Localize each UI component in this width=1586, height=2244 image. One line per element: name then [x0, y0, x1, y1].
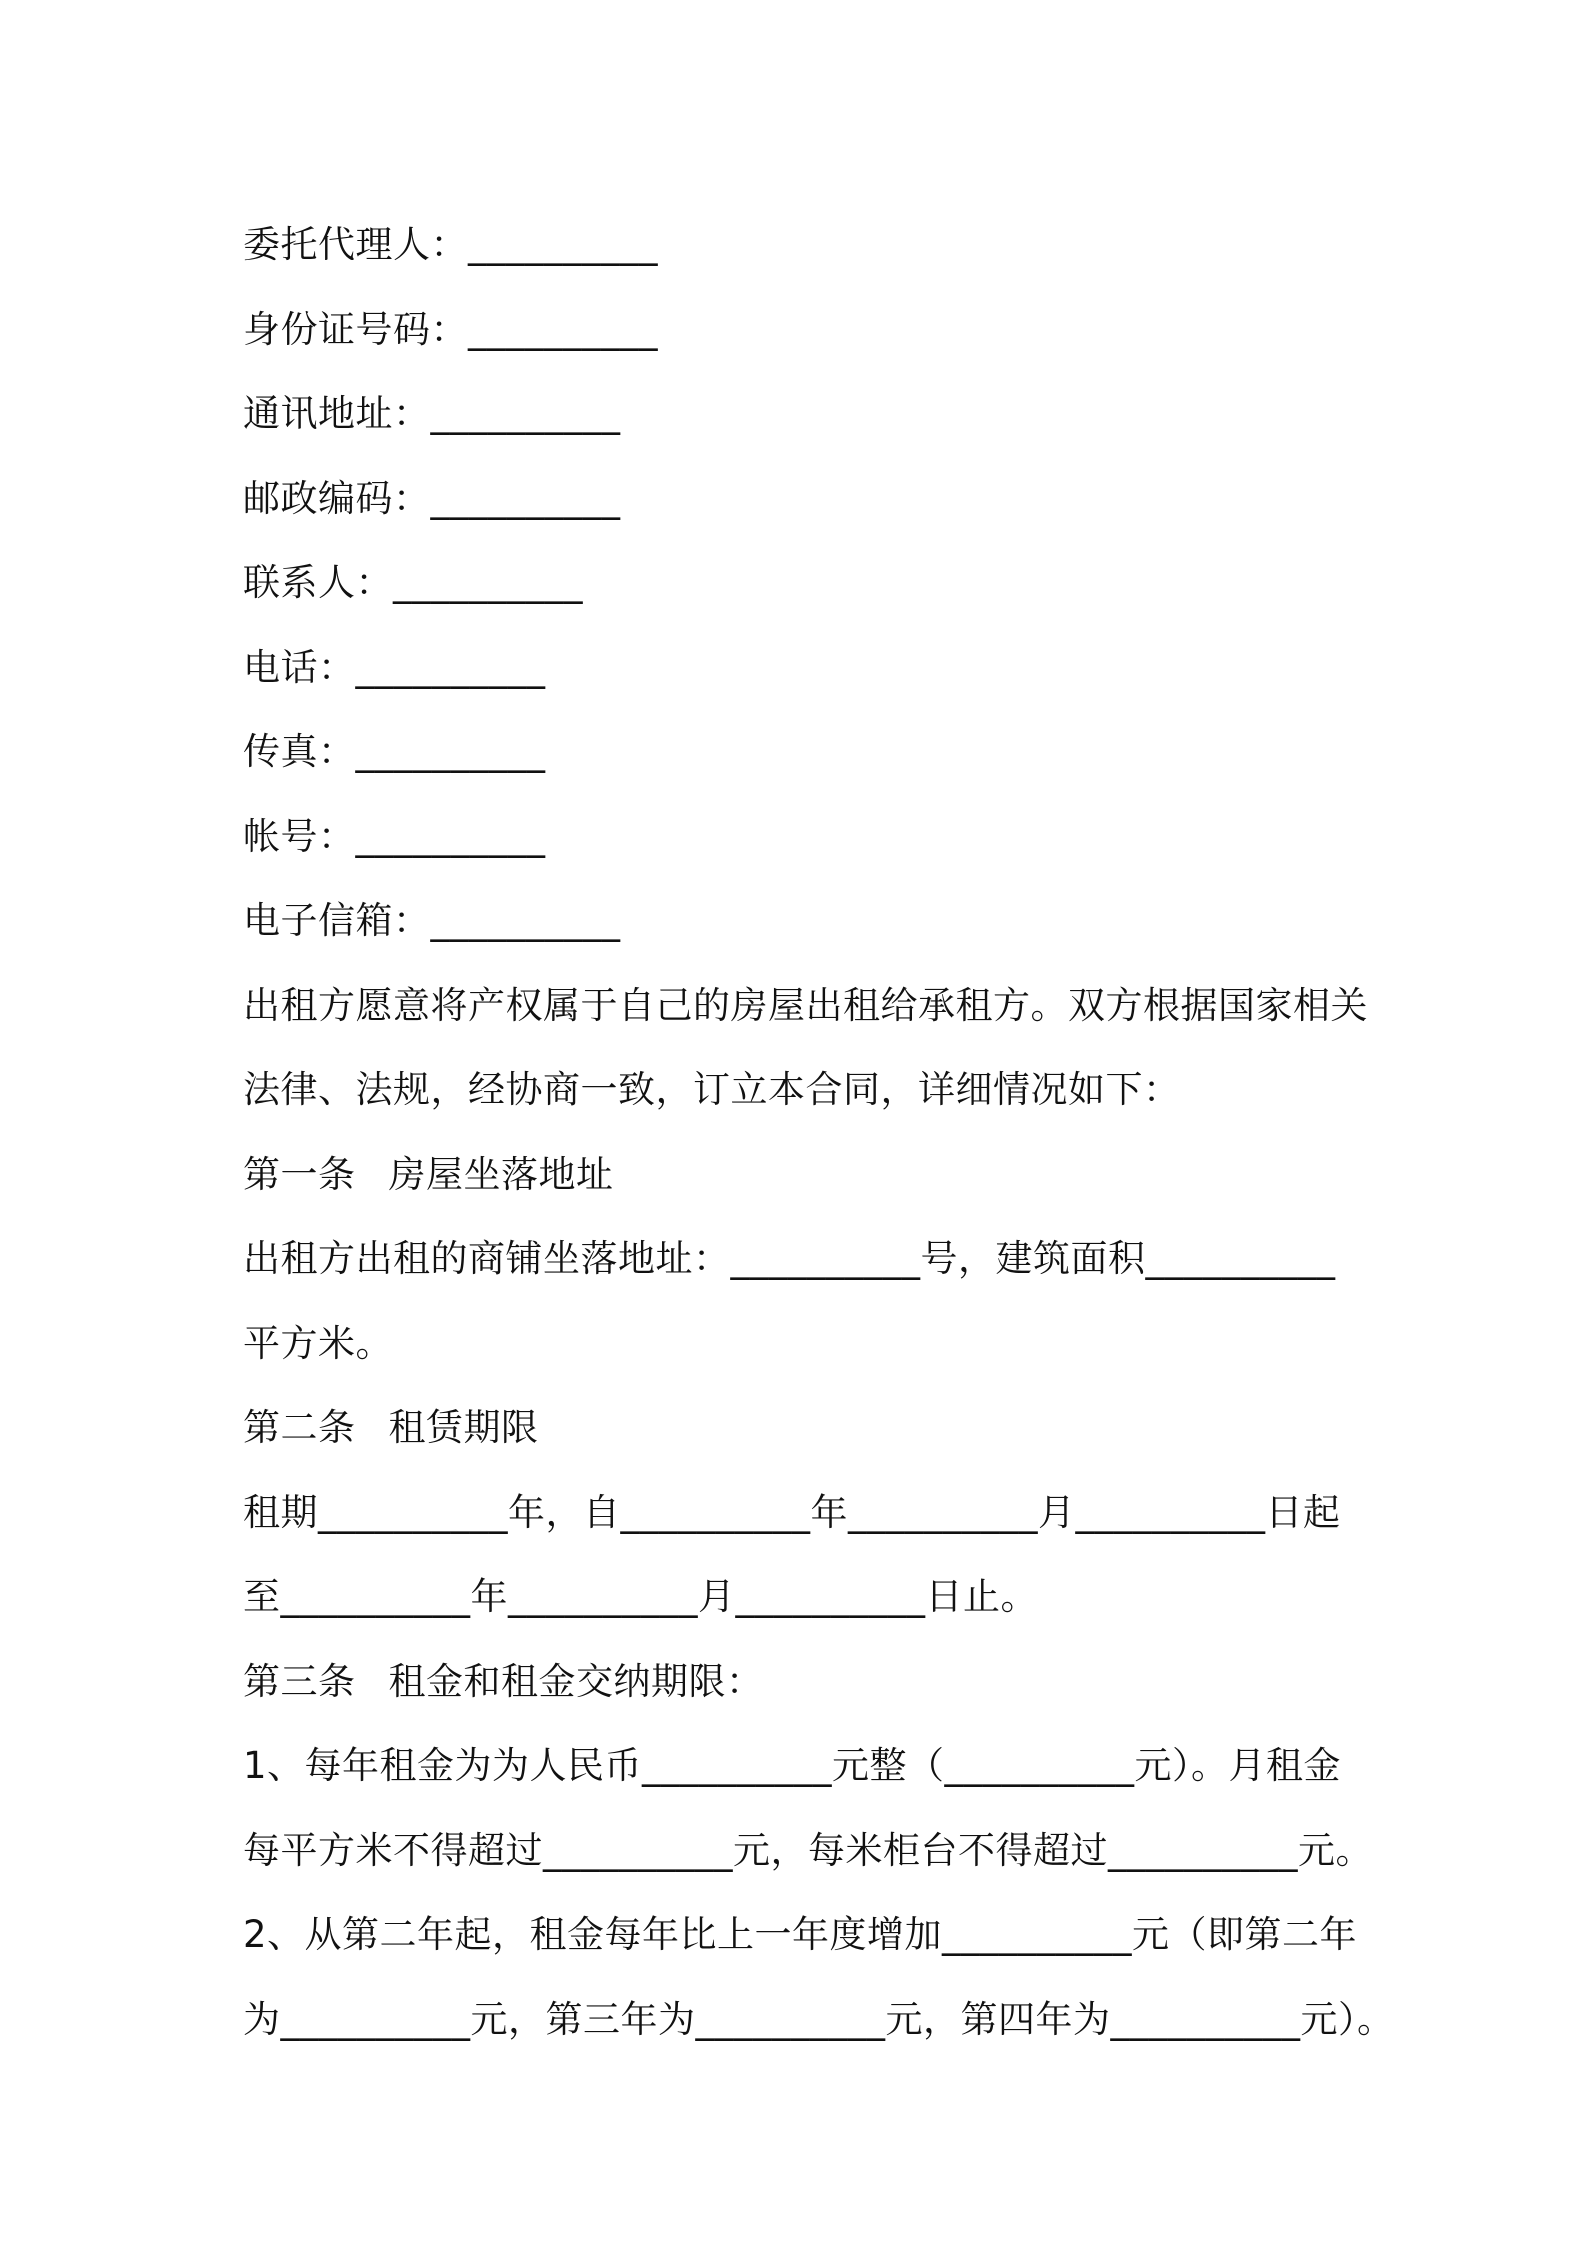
intro-line-2: 法律、法规，经协商一致，订立本合同，详细情况如下： — [243, 1068, 1181, 1111]
contact-field — [243, 541, 1363, 626]
article-3-number: 第三条 — [243, 1659, 356, 1703]
article-3-item-2-line-2: 为__________元，第三年为__________元，第四年为__________元）。 — [243, 1997, 1395, 2041]
agent-label: 委托代理人： — [243, 223, 468, 266]
article-1-number: 第一条 — [243, 1152, 356, 1196]
article-1-line-2: 平方米。 — [243, 1321, 393, 1365]
phone-field — [243, 626, 1363, 711]
phone-label: 电话： — [243, 645, 356, 689]
id-number-field — [243, 288, 1363, 373]
agent-blank: __________ — [468, 223, 658, 266]
email-blank: __________ — [430, 899, 621, 942]
contact-label: 联系人： — [243, 561, 393, 604]
article-1-line-1: 出租方出租的商铺坐落地址：__________号，建筑面积__________ — [243, 1237, 1336, 1280]
intro-line-1: 出租方愿意将产权属于自己的房屋出租给承租方。双方根据国家相关 — [243, 983, 1368, 1027]
article-3-item-2-line-1: 2、从第二年起，租金每年比上一年度增加__________元（即第二年 — [243, 1913, 1358, 1956]
article-3-item-1-line-1: 1、每年租金为为人民币__________元整（__________元）。月租金 — [243, 1744, 1342, 1787]
address-blank: __________ — [430, 392, 621, 435]
account-blank: __________ — [355, 814, 546, 858]
article-2-number: 第二条 — [243, 1406, 356, 1449]
article-1-title: 房屋坐落地址 — [388, 1152, 614, 1196]
article-1-heading — [243, 1133, 1363, 1218]
postcode-field — [243, 457, 1363, 542]
fax-label: 传真： — [243, 730, 356, 773]
article-2-line-1: 租期__________年，自__________年__________月__________日起 — [243, 1490, 1341, 1534]
phone-blank: __________ — [355, 645, 546, 689]
address-label: 通讯地址： — [243, 392, 431, 435]
agent-field — [243, 203, 1363, 288]
article-3-heading — [243, 1640, 1363, 1725]
contract-page — [243, 203, 1395, 2062]
contact-blank: __________ — [393, 561, 583, 604]
article-3-item-1-line-2: 每平方米不得超过__________元，每米柜台不得超过__________元。 — [243, 1828, 1373, 1872]
id-number-blank: __________ — [468, 307, 658, 351]
postcode-blank: __________ — [430, 476, 621, 520]
address-field — [243, 372, 1363, 457]
account-label: 帐号： — [243, 814, 356, 858]
id-number-label: 身份证号码： — [243, 307, 468, 351]
article-2-line-2: 至__________年__________月__________日止。 — [243, 1575, 1038, 1618]
account-field — [243, 795, 1363, 880]
email-field — [243, 879, 1363, 964]
postcode-label: 邮政编码： — [243, 476, 431, 520]
fax-field — [243, 710, 1363, 795]
article-3-title: 租金和租金交纳期限： — [388, 1659, 764, 1703]
email-label: 电子信箱： — [243, 899, 431, 942]
article-2-heading — [243, 1386, 1363, 1471]
article-2-title: 租赁期限 — [388, 1406, 539, 1449]
fax-blank: __________ — [355, 730, 546, 773]
